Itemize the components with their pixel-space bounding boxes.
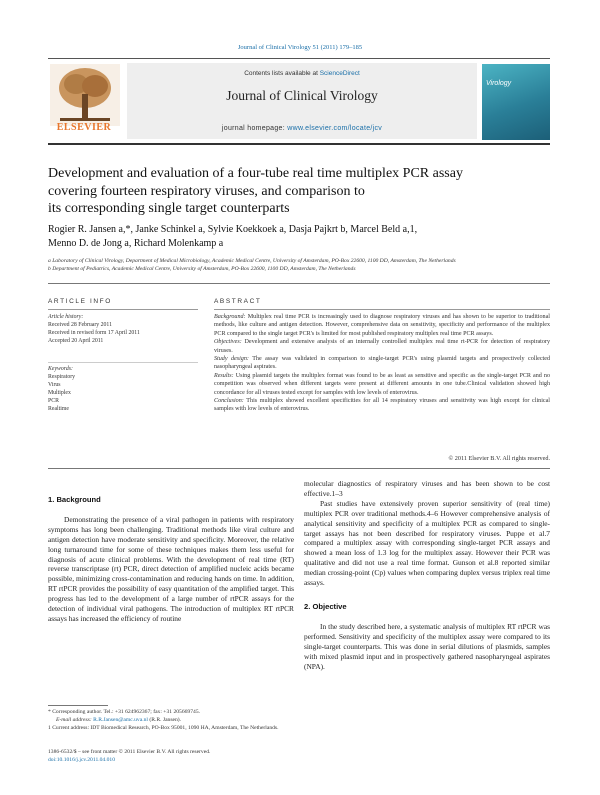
title-line: covering fourteen respiratory viruses, and comparison to: [48, 183, 365, 199]
affiliation-b: b Department of Pediatrics, Academic Medical Centre, University of Amsterdam, PO-Box 22600, 1100 DD, Amsterdam, The Netherlands: [48, 266, 356, 273]
divider: [48, 468, 550, 469]
title-line: its corresponding single target counterparts: [48, 201, 290, 216]
journal-homepage: [127, 125, 477, 132]
current-address-note: 1 Current address: IDT Biomedical Research, PO-Box 95001, 1090 HA, Amsterdam, The Netherlands.: [48, 724, 279, 731]
homepage-prefix: journal homepage:: [221, 125, 288, 132]
sciencedirect-link[interactable]: ScienceDirect: [319, 70, 360, 77]
article-info-heading: ARTICLE INFO: [48, 298, 112, 305]
keyword: Realtime: [48, 405, 69, 412]
footnote-rule: [48, 705, 108, 706]
section-heading-background: 1. Background: [48, 495, 101, 504]
doi-link[interactable]: doi:10.1016/j.jcv.2011.04.010: [48, 756, 116, 763]
email-link[interactable]: R.R.Jansen@amc.uva.nl: [93, 716, 148, 723]
footnotes: [48, 709, 294, 732]
abstract-conclusion: Conclusion: This multiplex showed excellent specificities for all 14 respiratory viruses and sensitivity was high except for clinical samples with low levels of enterovirus.: [214, 398, 550, 413]
publisher-name: ELSEVIER: [56, 122, 112, 133]
contents-prefix: Contents lists available at: [244, 70, 320, 77]
affiliations: [48, 257, 558, 273]
history-label: Article history:: [48, 314, 84, 320]
keywords: [48, 366, 198, 413]
abstract-background: Background: Multiplex real time PCR is increasingly used to diagnose respiratory viruses and has shown to be superior to traditional methods, like culture and antigen detection. However, comprehensive data on sensitivity, specificity and performance of the multiplex PCR compared to the single target PCR's is limited for most published respiratory multiplex real time PCR assays.: [214, 314, 550, 337]
journal-cover-image: [482, 64, 550, 140]
divider: [48, 362, 198, 363]
affiliation-a: a Laboratory of Clinical Virology, Department of Medical Microbiology, Academic Medical Centre, University of Amsterdam, PO-Box 22600, 1100 DD, Amsterdam, The Netherlands: [48, 258, 456, 264]
accepted-date: Accepted 20 April 2011: [48, 337, 104, 344]
bottom-matter: [48, 749, 348, 765]
keyword: Virus: [48, 381, 61, 388]
journal-citation[interactable]: Journal of Clinical Virology 51 (2011) 179–185: [237, 44, 363, 51]
keyword: PCR: [48, 397, 59, 404]
authors-line: Rogier R. Jansen a,*, Janke Schinkel a, Sylvie Koekkoek a, Dasja Pajkrt b, Marcel Beld a,1,: [48, 224, 418, 235]
article-title: [48, 165, 558, 218]
cover-text: Virology: [486, 80, 512, 87]
abstract-results: Results: Using plasmid targets the multiplex format was found to be as least as sensitive and specific as the single-target PCR and no competition was observed when different targets were present at different amounts in one tube.Clinical validation showed high concordance for all viruses tested except for samples with low levels of enterovirus.: [214, 372, 550, 396]
keyword: Multiplex: [48, 389, 71, 396]
contents-line: [127, 70, 477, 77]
abstract-objectives: Objectives: Development and extensive analysis of an internally controlled multiplex real time rt-PCR for detection of respiratory viruses.: [214, 339, 550, 354]
authors-line: Menno D. de Jong a, Richard Molenkamp a: [48, 238, 224, 249]
body-left-column: [48, 495, 294, 624]
keyword: Respiratory: [48, 373, 76, 380]
abstract-text: [214, 313, 550, 414]
article-history: [48, 314, 198, 346]
divider: [214, 309, 550, 310]
title-line: Development and evaluation of a four-tube real time multiplex PCR assay: [48, 166, 463, 181]
keywords-label: Keywords:: [48, 366, 73, 372]
author-list: [48, 223, 558, 251]
issn-line: 1386-6532/$ – see front matter © 2011 Elsevier B.V. All rights reserved.: [48, 749, 211, 755]
journal-title: Journal of Clinical Virology: [226, 88, 378, 103]
paragraph: Past studies have extensively proven superior sensitivity of (real time) multiplex PCR over traditional methods.4–6 However comprehensive analysis of analytical sensitivity and specificity of a multiplex PCR as compared to single-target assays has not been described for respiratory viruses. Puppe et al.7 compared a multiplex assay with corresponding single-target PCR assays and showed a mean loss of 1.3 log for the multiplex assay. However their PCR was qualitative and did not use a real time format. Gunson et al.8 reported similar median crossing-point (Cp) values when comparing duplex versus triplex real time assays.: [304, 498, 550, 588]
email-suffix: (R.R. Jansen).: [147, 716, 182, 723]
divider: [48, 309, 198, 310]
paragraph: molecular diagnostics of respiratory viruses and has been shown to be cost effective.1–3: [304, 479, 550, 498]
header-bottom-rule: [48, 143, 550, 145]
section-heading-objective: 2. Objective: [304, 601, 347, 611]
elsevier-tree-icon: [50, 64, 120, 126]
background-paragraph: Demonstrating the presence of a viral pathogen in patients with respiratory symptoms has long been challenging. Traditional methods like viral culture and antigen detection have moderate sensitivity and specificity. Moreover, the relative long turnaround time for some of these techniques makes them less useful for diagnosis of acute clinical problems. With the development of real time (RT) reverse transcriptase (rt) PCR, direct detection of amplified nucleic acids became possible, minimizing cross-contamination and reducing hands on time. In addition, RT rtPCR provides the possibility of easy quantitation of the amplified target. This progress has led to the development of a large number of rtPCR assays for the detection of individual viral pathogens. The introduction of multiplex RT rtPCR assays has increased the efficiency of routine: [48, 514, 294, 623]
abstract-heading: ABSTRACT: [214, 298, 262, 305]
copyright-notice: © 2011 Elsevier B.V. All rights reserved.: [448, 455, 550, 462]
header-rule: [48, 58, 550, 59]
homepage-link[interactable]: www.elsevier.com/locate/jcv: [287, 125, 383, 132]
email-label: E-mail address:: [56, 716, 94, 723]
abstract-design: Study design: The assay was validated in comparison to single-target PCR's using plasmid targets and prospectively collected nasopharyngeal aspirates.: [214, 356, 550, 371]
objective-paragraph: In the study described here, a systematic analysis of multiplex RT rtPCR was performed. Sensitivity and specificity of the multiplex assay were compared to its single-target counterparts. This was done in serial dilutions of plasmids, samples with mixed plasmid input and in prospectively gathered nasopharyngeal aspirates (NPA).: [304, 621, 550, 671]
body-right-column: [304, 479, 550, 671]
divider: [48, 283, 550, 284]
corresponding-author-note: * Corresponding author. Tel.: +31 624962367; fax: +31 205669745.: [48, 709, 201, 715]
revised-date: Received in revised form 17 April 2011: [48, 329, 140, 336]
received-date: Received 28 February 2011: [48, 321, 113, 328]
